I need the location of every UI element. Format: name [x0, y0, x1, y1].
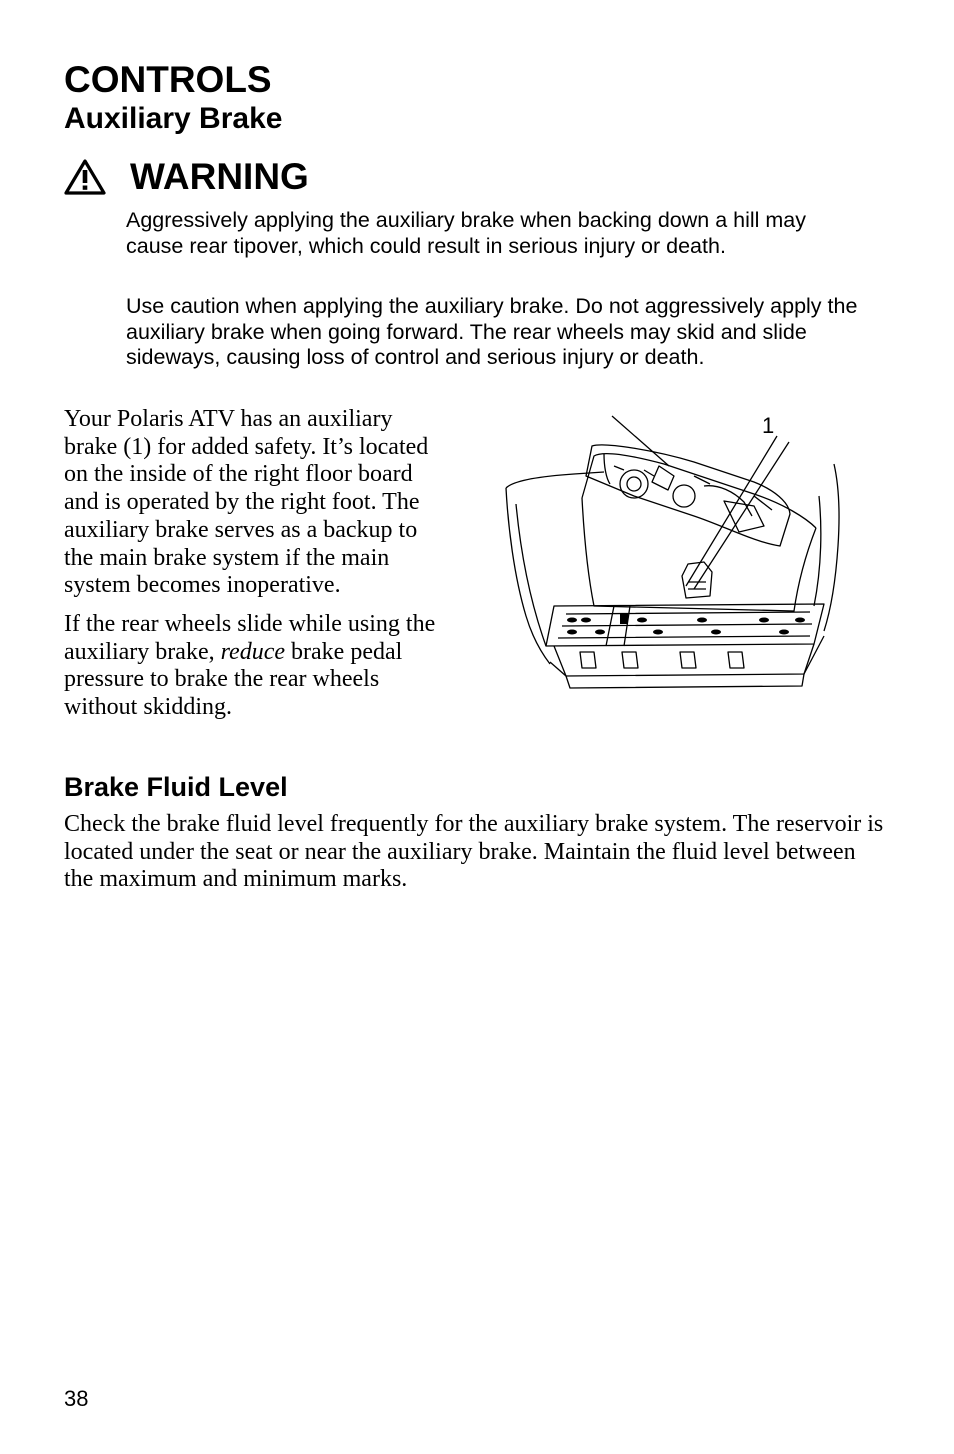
- brake-fluid-heading: Brake Fluid Level: [64, 772, 288, 802]
- brake-fluid-paragraph: Check the brake fluid level frequently for the auxiliary brake system. The reservoir is located under the seat or near the auxiliary brake. Maintain the fluid level between the maximum and minimum marks.: [64, 811, 884, 893]
- page-number: 38: [64, 1386, 89, 1411]
- emphasis-reduce: reduce: [220, 638, 286, 665]
- warning-paragraph-caution: Use caution when applying the auxiliary brake. Do not aggressively apply the auxiliary brake when going forward. The rear wheels may skid and slide sideways, causing loss of control and serious injury or death.: [126, 294, 858, 369]
- subsection-title: Auxiliary Brake: [64, 102, 283, 135]
- body-paragraph-location: Your Polaris ATV has an auxiliary brake (1) for added safety. It’s located on the inside of the right floor board and is operated by the right foot. The auxiliary brake serves as a backup to the main brake system if the main system becomes inoperative.: [64, 406, 429, 599]
- warning-triangle-icon: [64, 159, 106, 195]
- section-title: CONTROLS: [64, 59, 272, 100]
- body-paragraph-skid-start: If the rear wheels slide while using the auxiliary brake,: [64, 610, 436, 665]
- warning-header: [64, 153, 309, 201]
- warning-title: WARNING: [130, 156, 309, 197]
- auxiliary-brake-figure: [454, 406, 864, 716]
- auxiliary-brake-body: [64, 406, 864, 722]
- body-paragraph-skid-end: brake pedal pressure to brake the rear wheels without skidding.: [64, 638, 403, 721]
- warning-paragraph-tipover: Aggressively applying the auxiliary brake when backing down a hill may cause rear tipover, which could result in serious injury or death.: [126, 208, 807, 258]
- atv-floorboard-illustration: [454, 406, 864, 716]
- figure-callout-1: 1: [762, 413, 775, 438]
